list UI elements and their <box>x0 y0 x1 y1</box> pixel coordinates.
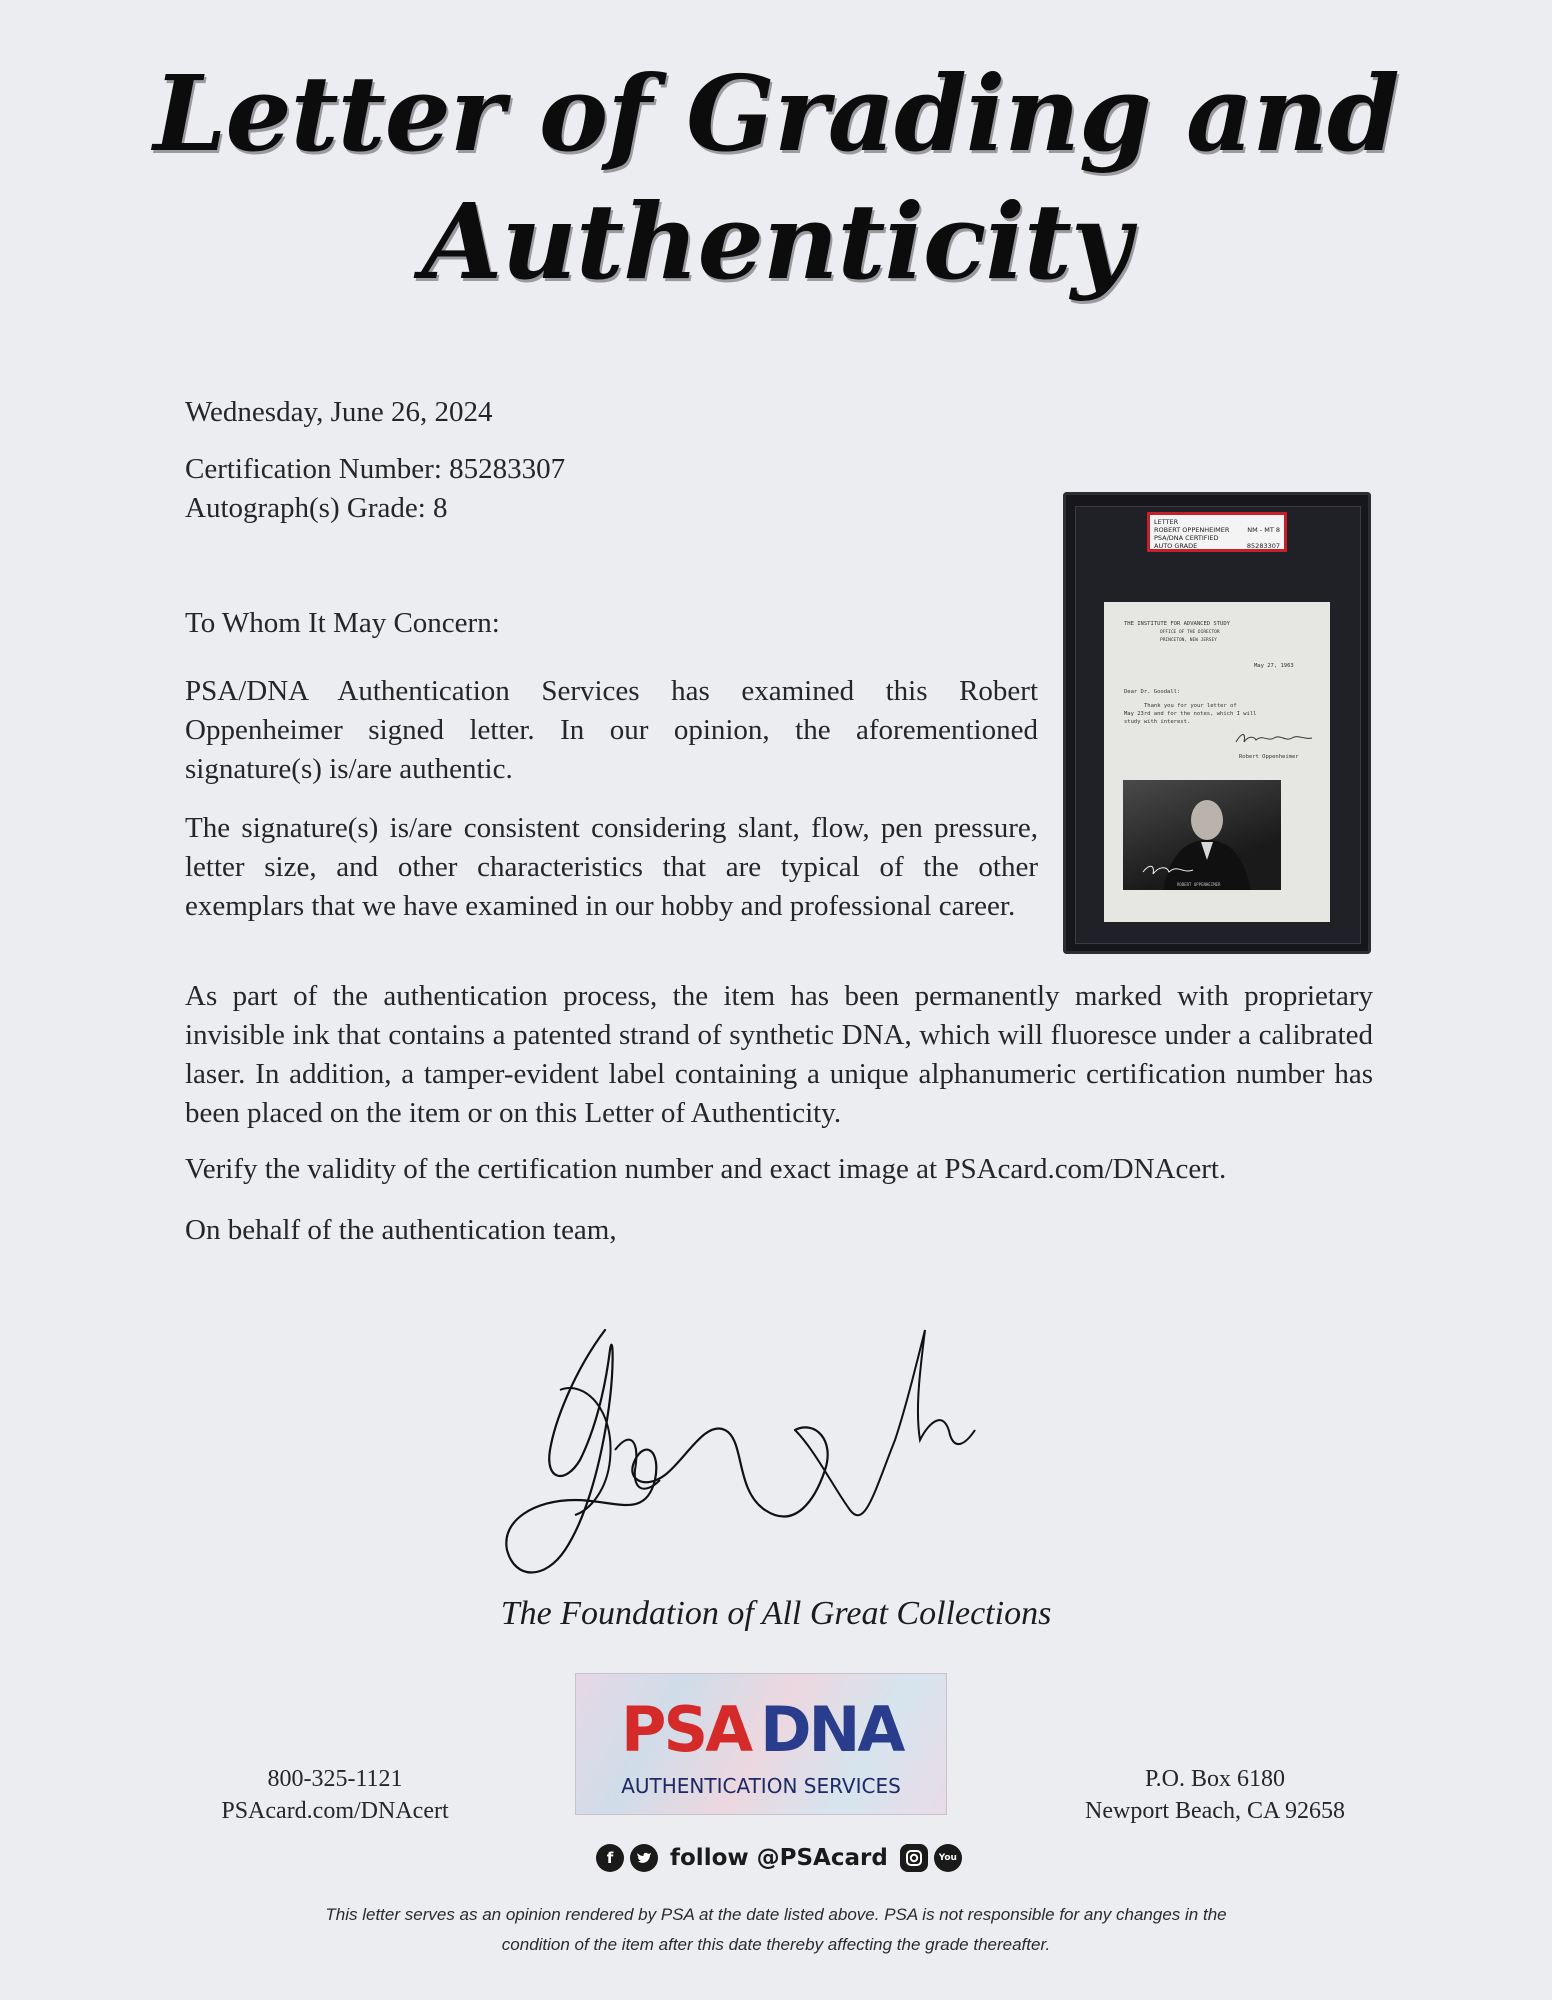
logo-wordmark <box>621 1693 905 1766</box>
oppenheimer-signature-small <box>1234 730 1314 748</box>
footer-contact <box>175 1763 495 1827</box>
tagline: The Foundation of All Great Collections <box>500 1595 1052 1632</box>
photo-caption: ROBERT OPPENHEIMER <box>1177 882 1221 887</box>
letter-item-body-2: May 23rd and for the notes, which I will <box>1124 711 1257 717</box>
twitter-icon[interactable] <box>630 1844 658 1872</box>
footer-phone: 800-325-1121 <box>267 1766 403 1792</box>
logo-dna: DNA <box>760 1693 903 1766</box>
paragraph-verify: Verify the validity of the certification number and exact image at PSAcard.com/DNAcert. <box>185 1153 1227 1185</box>
slab-label-grade: NM - MT 8 <box>1247 526 1280 534</box>
title-line-2: Authenticity <box>421 180 1131 303</box>
footer-po-box: P.O. Box 6180 <box>1144 1766 1286 1792</box>
slabbed-letter <box>1104 602 1330 922</box>
logo-subtitle: AUTHENTICATION SERVICES <box>621 1774 901 1798</box>
follow-handle[interactable]: follow @PSAcard <box>670 1845 888 1871</box>
autograph-grade: Autograph(s) Grade: 8 <box>185 492 448 524</box>
facebook-icon[interactable]: f <box>596 1844 624 1872</box>
title-line-1: Letter of Grading and <box>153 52 1399 175</box>
letter-item-body-1: Thank you for your letter of <box>1144 703 1237 709</box>
paragraph-dna-process: As part of the authentication process, the item has been permanently marked with proprietary invisible ink that contains a patented strand of synthetic DNA, which will fluoresce under a calibrated laser. In addition, a tamper-evident label containing a unique alphanumeric certification number has been placed on the item or on this Letter of Authenticity. <box>185 980 1373 1129</box>
letterhead-line-1: THE INSTITUTE FOR ADVANCED STUDY <box>1124 621 1230 627</box>
slab-label-type: LETTER <box>1154 518 1179 526</box>
closing-line: On behalf of the authentication team, <box>185 1214 617 1246</box>
letter-item-body-3: study with interest. <box>1124 719 1191 725</box>
slab-label <box>1147 512 1287 552</box>
letterhead-line-2: OFFICE OF THE DIRECTOR <box>1160 630 1220 635</box>
paragraph-examination: PSA/DNA Authentication Services has examined this Robert Oppenheimer signed letter. In our opinion, the aforementioned signature(s) is/are authentic. <box>185 675 1038 785</box>
slab-label-cert-number: 85283307 <box>1246 542 1280 550</box>
footer-website[interactable]: PSAcard.com/DNAcert <box>221 1798 449 1824</box>
salutation: To Whom It May Concern: <box>185 607 500 639</box>
letter-item-date: May 27, 1963 <box>1254 663 1294 669</box>
authenticator-signature <box>495 1310 1015 1600</box>
document-title <box>0 50 1552 306</box>
letter-item-greeting: Dear Dr. Goodall: <box>1124 689 1181 695</box>
psa-dna-logo <box>575 1673 947 1815</box>
youtube-icon[interactable]: You <box>934 1844 962 1872</box>
letterhead-line-3: PRINCETON, NEW JERSEY <box>1160 638 1217 643</box>
paragraph-characteristics: The signature(s) is/are consistent considering slant, flow, pen pressure, letter size, and other characteristics that are typical of the other exemplars that we have examined in our hobby and professional career. <box>185 812 1038 922</box>
footer-address <box>1015 1763 1415 1827</box>
footer-city: Newport Beach, CA 92658 <box>1085 1798 1345 1824</box>
slabbed-item-image <box>1063 492 1371 954</box>
letter-item-typed-name: Robert Oppenheimer <box>1239 754 1299 760</box>
slab-label-certified: PSA/DNA CERTIFIED <box>1154 534 1219 542</box>
slab-label-subject: ROBERT OPPENHEIMER <box>1154 526 1230 534</box>
disclaimer-line-1: This letter serves as an opinion rendered by PSA at the date listed above. PSA is not responsible for any changes in the <box>325 1905 1227 1924</box>
letter-date: Wednesday, June 26, 2024 <box>185 396 493 428</box>
portrait-figure <box>1123 780 1281 890</box>
logo-psa: PSA <box>621 1693 751 1766</box>
instagram-icon[interactable] <box>900 1844 928 1872</box>
disclaimer-line-2: condition of the item after this date thereby affecting the grade thereafter. <box>501 1935 1051 1954</box>
disclaimer <box>200 1900 1352 1960</box>
oppenheimer-photo <box>1123 780 1281 890</box>
social-follow-row <box>596 1840 962 1876</box>
certification-number: Certification Number: 85283307 <box>185 453 566 485</box>
slab-label-auto-grade: AUTO GRADE <box>1154 542 1198 550</box>
